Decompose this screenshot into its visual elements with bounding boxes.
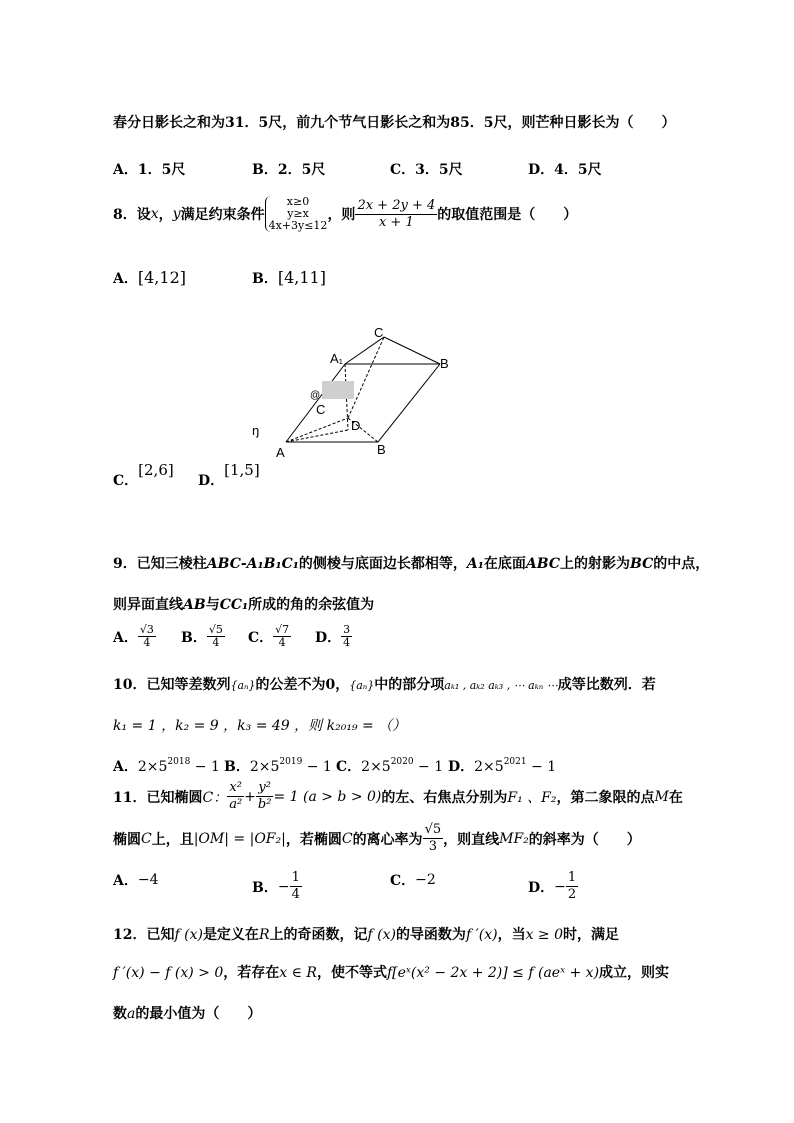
q10-opt-base: 2×5 xyxy=(249,759,280,775)
q10-part: 中的部分项 xyxy=(374,677,445,693)
q11-opt-minus: − xyxy=(554,878,566,895)
q11-opt-frac xyxy=(290,870,302,903)
q8-constraint-3: 4x+3y≤12 xyxy=(268,219,328,232)
q9-opt-frac xyxy=(273,624,291,649)
frac-den: 3 xyxy=(428,839,437,854)
q10-opt-label: D． xyxy=(448,759,475,775)
q11-part: 11．已知椭圆 xyxy=(113,789,203,806)
q8-option-c-label: C． xyxy=(113,473,139,489)
frac-den: b² xyxy=(257,797,272,812)
q11-part: ，第二象限的点 xyxy=(556,789,655,806)
frac-num: √5 xyxy=(208,623,223,636)
q10-option-d xyxy=(448,756,556,776)
frac-den: 4 xyxy=(291,887,300,902)
q8-constraints xyxy=(265,196,328,232)
q8-constraint-1: x≥0 xyxy=(286,195,310,208)
q12-part: ，若存在 xyxy=(223,965,280,981)
q12-part: 数 xyxy=(113,1006,127,1022)
label-a1: A₁ xyxy=(330,351,344,366)
q8-constraint-2: y≥x xyxy=(287,207,309,220)
q11-opt-frac xyxy=(566,870,578,903)
q9-line-ab: AB xyxy=(183,597,206,613)
q12-part: ，使不等式 xyxy=(316,965,387,981)
q9-part: 与 xyxy=(205,597,220,613)
q11-part: 在 xyxy=(668,789,683,806)
q8-option-b-label: B． xyxy=(252,271,278,287)
q7-option-c: C．3．5尺 xyxy=(390,162,463,178)
frac-num: √5 xyxy=(424,822,442,837)
q9-stem-line1 xyxy=(113,553,709,573)
frac-num: y² xyxy=(256,780,274,797)
frac-num: x² xyxy=(227,780,244,797)
q11-eq-tail: = 1 (a > b > 0) xyxy=(273,788,382,805)
q11-option-d xyxy=(528,870,578,903)
q11-opt-value: −4 xyxy=(137,872,159,888)
q11-part: 的左、右焦点分别为 xyxy=(381,789,508,806)
q10-opt-label: B． xyxy=(224,759,250,775)
q8-option-b-value: [4,11] xyxy=(277,268,326,287)
edge-ad xyxy=(286,430,348,442)
q12-reals: R xyxy=(258,927,270,943)
redacted-blur xyxy=(322,381,354,399)
q10-sequence: {aₙ} xyxy=(349,679,375,692)
q8-option-b xyxy=(252,268,326,288)
q12-part: 上的奇函数，记 xyxy=(269,927,368,943)
q9-stem-line2 xyxy=(113,594,374,614)
q9-option-c xyxy=(248,624,291,649)
q11-opt-label: B． xyxy=(252,879,278,896)
q9-opt-frac xyxy=(341,624,352,649)
frac-num: √3 xyxy=(139,623,154,636)
q10-part: 成等比数列．若 xyxy=(557,677,656,693)
edge-c1b1 xyxy=(384,337,440,364)
q10-given: k₁ = 1 ，k₂ = 9 ，k₃ = 49 ，则 k₂₀₁₉ = （） xyxy=(113,718,407,734)
q8-stem xyxy=(113,196,577,232)
q11-eq-frac2 xyxy=(256,780,274,813)
prism-figure xyxy=(250,322,460,462)
q8-fraction xyxy=(355,198,437,231)
q8-option-d-label: D． xyxy=(198,473,225,489)
q12-inequality: f[eˣ(x² − 2x + 2)] ≤ f (aeˣ + x) xyxy=(386,965,600,981)
q11-line-mf2: MF₂ xyxy=(499,830,529,847)
q10-part: 10．已知等差数列 xyxy=(113,677,231,693)
q8-comma: ， xyxy=(158,207,173,223)
q12-stem-line3 xyxy=(113,1003,261,1023)
edge-bb1 xyxy=(378,364,440,442)
q10-terms: aₖ₁ , aₖ₂ aₖ₃ , ⋯ aₖₙ ⋯ xyxy=(444,679,558,692)
q11-option-a xyxy=(113,870,159,890)
q9-part: 9．已知三棱柱 xyxy=(113,556,207,572)
label-mark: ŋ xyxy=(252,423,260,438)
q11-foci: F₁ 、F₂ xyxy=(507,789,557,806)
frac-den: a² xyxy=(229,797,243,812)
q11-option-b xyxy=(252,870,302,903)
q11-opt-label: D． xyxy=(528,879,555,896)
q7-option-b: B．2．5尺 xyxy=(252,162,326,178)
q8-mid: 满足约束条件 xyxy=(180,207,265,223)
label-b1: B xyxy=(440,356,449,371)
q10-opt-tail: − 1 xyxy=(302,759,332,775)
q12-fx: f (x) xyxy=(174,927,203,943)
q12-stem-line2 xyxy=(113,962,669,982)
q9-opt-frac xyxy=(207,624,225,649)
q11-part: 上，且 xyxy=(151,831,194,848)
q11-part: 的离心率为 xyxy=(352,831,423,848)
q8-option-a xyxy=(113,268,186,288)
frac-num: √7 xyxy=(275,623,290,636)
q9-line-cc1: CC₁ xyxy=(219,597,249,613)
q11-ellipse-name: C xyxy=(141,830,152,847)
q9-point: A₁ xyxy=(466,556,484,572)
q12-part: 成立，则实 xyxy=(599,965,670,981)
q11-ellipse-name: C xyxy=(341,830,353,847)
q12-derivative-condition: f ′(x) − f (x) > 0 xyxy=(113,965,224,981)
q9-opt-label: D． xyxy=(315,629,342,646)
q8-option-d xyxy=(198,461,260,490)
q9-option-a xyxy=(113,624,156,649)
frac-num: 1 xyxy=(291,870,300,885)
q8-prefix: 8．设 xyxy=(113,207,151,223)
label-c: C xyxy=(316,402,326,417)
q9-segment: BC xyxy=(630,556,654,572)
q8-frac-num: 2x + 2y + 4 xyxy=(357,197,436,213)
frac-den: 4 xyxy=(278,636,286,649)
q11-part: ，则直线 xyxy=(443,831,500,848)
q12-part: 的最小值为（ ） xyxy=(135,1006,262,1022)
q12-part: 时，满足 xyxy=(563,927,620,943)
q9-opt-frac xyxy=(138,624,156,649)
q12-var-a: a xyxy=(127,1006,136,1022)
q9-base: ABC xyxy=(525,556,561,572)
label-d: D xyxy=(351,418,361,433)
q10-opt-exp: 2019 xyxy=(279,757,303,767)
q10-opt-label: A． xyxy=(113,759,138,775)
q8-option-a-label: A． xyxy=(113,271,138,287)
q11-opt-label: C． xyxy=(390,873,416,889)
q10-stem-line1 xyxy=(113,674,656,694)
q8-suffix: 的取值范围是（ ） xyxy=(437,207,578,223)
q10-opt-exp: 2018 xyxy=(167,757,191,767)
q11-ellipse-name: C： xyxy=(202,789,228,806)
edge-a1c1 xyxy=(345,337,384,364)
q7-option-d: D．4．5尺 xyxy=(528,162,602,178)
q11-stem-line1: 11．已知椭圆 C： $\frac{\text{x²}}{\text{a²}}$ + $\frac{\text{y²}}{\text{b²}}$ = 1 (a > b > 0) 的左、右焦点分别为 F₁ 、F₂ ，第二象限的点 M 在 xyxy=(113,780,683,812)
q9-opt-label: B． xyxy=(181,629,207,646)
q8-option-d-value: [1,5] xyxy=(224,461,260,479)
q10-opt-base: 2×5 xyxy=(137,759,168,775)
q9-part: 上的射影为 xyxy=(560,556,631,572)
q8-var-x: x xyxy=(150,206,159,222)
q7-option-a: A．1．5尺 xyxy=(113,162,186,178)
label-ghost: @ xyxy=(310,390,321,401)
q10-opt-base: 2×5 xyxy=(474,759,504,775)
q10-stem-line2 xyxy=(113,715,406,735)
q12-condition: x ≥ 0 xyxy=(525,927,564,943)
q8-option-a-value: [4,12] xyxy=(137,268,186,287)
q11-eq-frac1 xyxy=(227,780,244,813)
q10-opt-tail: − 1 xyxy=(413,759,444,775)
q8-var-y: y xyxy=(172,206,181,222)
q9-part: 在底面 xyxy=(483,556,526,572)
q11-opt-label: A． xyxy=(113,873,138,889)
q11-opt-minus: − xyxy=(277,878,290,895)
label-b: B xyxy=(377,442,386,457)
q9-opt-label: C． xyxy=(248,629,274,646)
q9-part: 则异面直线 xyxy=(113,597,183,613)
q11-abs-condition: |OM| = |OF₂| xyxy=(193,830,286,847)
frac-den: 4 xyxy=(143,636,151,649)
q8-mid2: ，则 xyxy=(327,207,356,223)
q12-part: 12．已知 xyxy=(113,927,175,943)
q9-option-b xyxy=(181,624,225,649)
q11-part: ，若椭圆 xyxy=(285,831,342,848)
q12-stem-line1 xyxy=(113,924,619,944)
q8-frac-den: x + 1 xyxy=(378,214,414,230)
q10-option-a xyxy=(113,756,220,776)
q11-ecc-frac xyxy=(423,822,444,855)
q9-part: 所成的角的余弦值为 xyxy=(248,597,375,613)
q9-prism-name: ABC-A₁B₁C₁ xyxy=(206,556,299,572)
q10-part: 的公差不为0， xyxy=(255,677,350,693)
q9-opt-label: A． xyxy=(113,629,138,646)
q11-option-c xyxy=(390,870,436,890)
q12-part: 是定义在 xyxy=(202,927,259,943)
label-c1: C xyxy=(374,325,384,340)
q11-opt-value: −2 xyxy=(415,872,436,888)
q12-part: 的导函数为 xyxy=(395,927,466,943)
q11-point-m: M xyxy=(654,788,669,805)
q11-stem-line2 xyxy=(113,822,641,855)
q10-opt-label: C． xyxy=(336,759,362,775)
frac-den: 2 xyxy=(567,887,577,902)
q12-fx: f (x) xyxy=(367,927,396,943)
label-a: A xyxy=(276,445,285,460)
q10-opt-base: 2×5 xyxy=(361,759,391,775)
q9-part: 的侧棱与底面边长都相等， xyxy=(298,556,467,572)
q11-part: 椭圆 xyxy=(113,831,141,848)
q10-opt-tail: − 1 xyxy=(526,759,557,775)
frac-num: 1 xyxy=(567,870,577,885)
q10-opt-exp: 2020 xyxy=(390,757,414,767)
q12-x-in-r: x ∈ R xyxy=(279,965,317,981)
q10-opt-tail: − 1 xyxy=(190,759,220,775)
q7-stem-tail: 春分日影长之和为31．5尺，前九个节气日影长之和为85．5尺，则芒种日影长为（ ） xyxy=(113,115,676,131)
q10-opt-exp: 2021 xyxy=(503,757,527,767)
q8-option-c xyxy=(113,461,174,490)
q12-part: ，当 xyxy=(497,927,526,943)
q8-option-c-value: [2,6] xyxy=(138,461,174,479)
frac-num: 3 xyxy=(343,623,351,636)
q9-option-d xyxy=(315,624,352,649)
q12-fpx: f ′(x) xyxy=(465,927,498,943)
q11-part: 的斜率为（ ） xyxy=(528,831,641,848)
q10-option-b xyxy=(224,756,332,776)
q9-part: 的中点， xyxy=(653,556,710,572)
frac-den: 4 xyxy=(212,636,220,649)
q10-sequence: {aₙ} xyxy=(230,679,256,692)
q10-option-c xyxy=(336,756,443,776)
frac-den: 4 xyxy=(343,636,351,649)
